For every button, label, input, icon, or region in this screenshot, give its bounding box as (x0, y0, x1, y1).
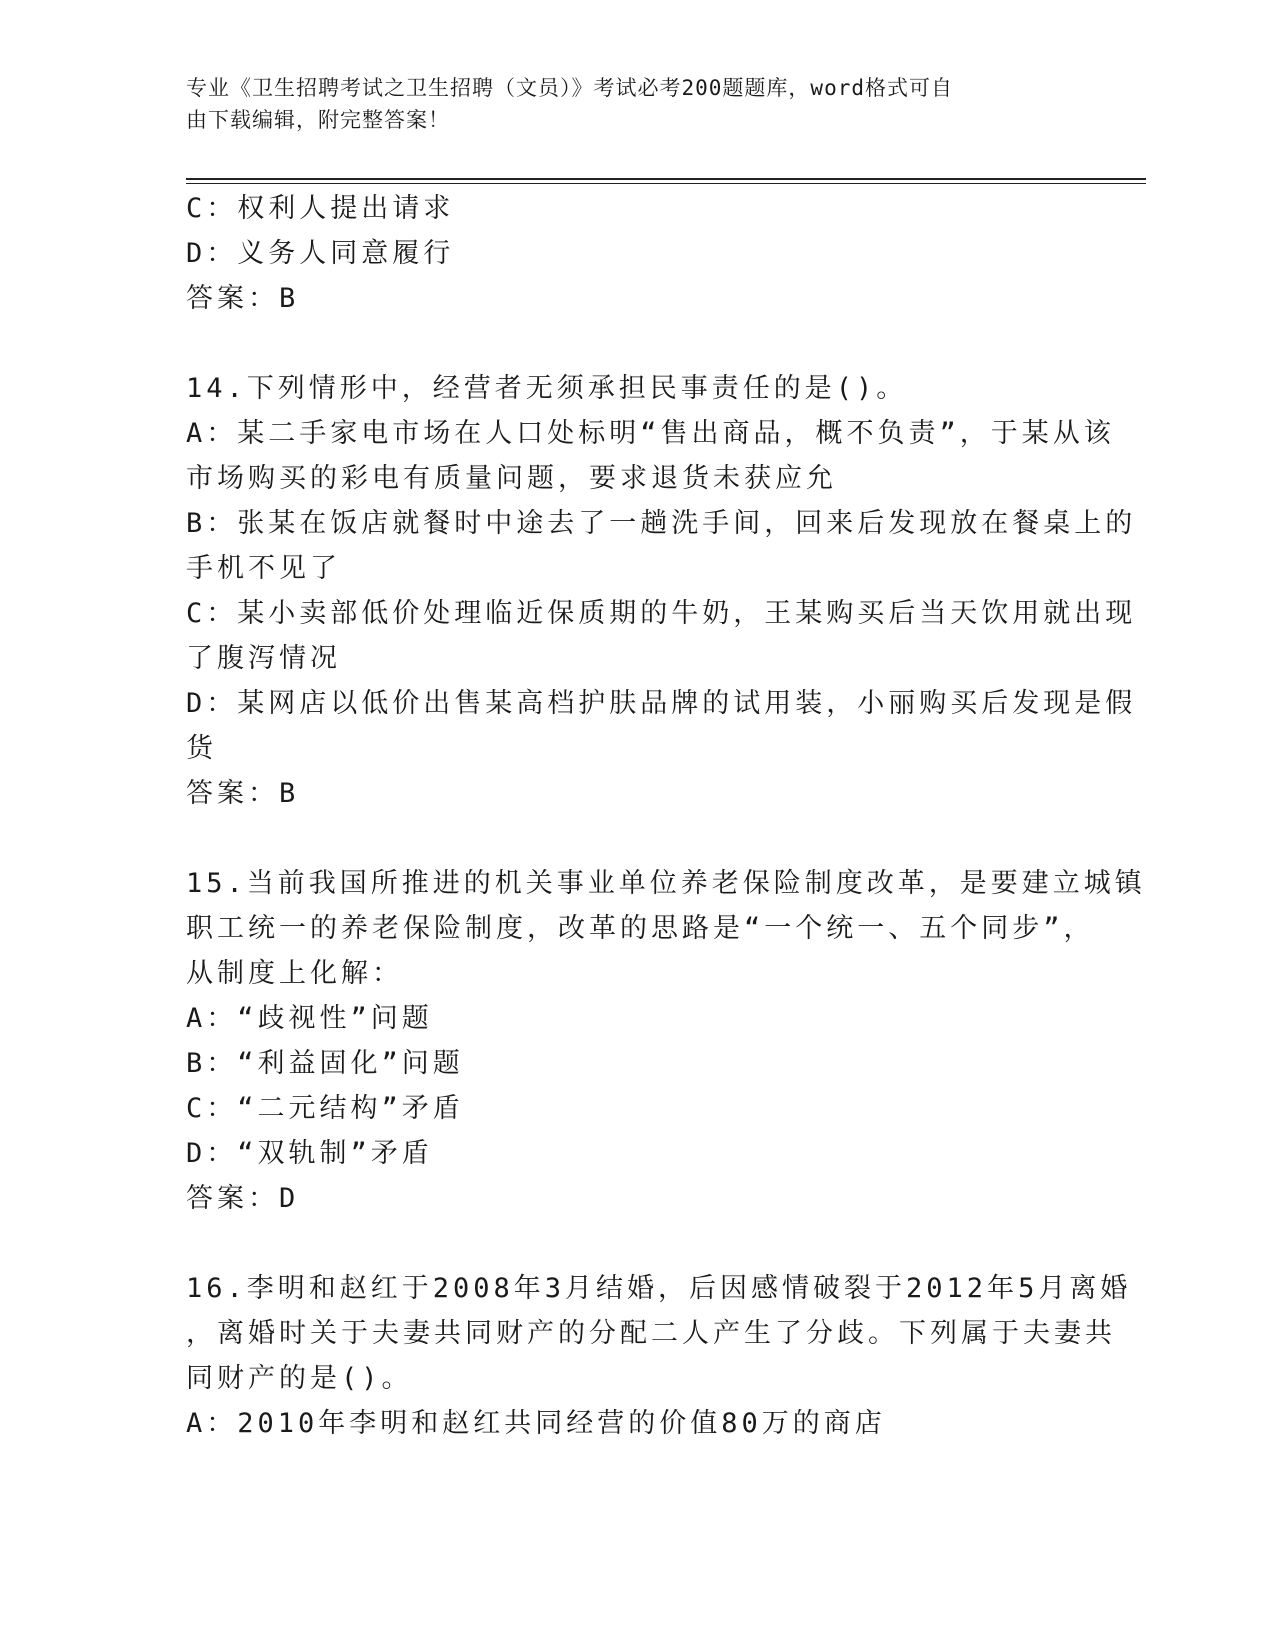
header-rule-thick (186, 178, 1146, 180)
header-line-1: 专业《卫生招聘考试之卫生招聘（文员）》考试必考200题题库，word格式可自 (186, 76, 953, 100)
question-14 (186, 366, 1137, 816)
option-c: C：某小卖部低价处理临近保质期的牛奶，王某购买后当天饮用就出现 (186, 598, 1137, 629)
option-b: B：“利益固化”问题 (186, 1048, 464, 1079)
question-stem: 16.李明和赵红于2008年3月结婚，后因感情破裂于2012年5月离婚 (186, 1273, 1132, 1304)
option-c: C：权利人提出请求 (186, 193, 455, 224)
option-b: B：张某在饭店就餐时中途去了一趟洗手间，回来后发现放在餐桌上的 (186, 508, 1137, 539)
spacer (186, 321, 1076, 366)
option-d: D：“双轨制”矛盾 (186, 1138, 433, 1169)
option-a: A：某二手家电市场在人口处标明“售出商品，概不负责”，于某从该 (186, 418, 1115, 449)
option-d: D：义务人同意履行 (186, 238, 455, 269)
question-stem-cont: 从制度上化解： (186, 958, 403, 989)
header-rule-thin (186, 183, 1146, 184)
answer: 答案：B (186, 778, 300, 809)
answer: 答案：B (186, 283, 300, 314)
question-13-tail (186, 186, 1076, 321)
option-d: D：某网店以低价出售某高档护肤品牌的试用装，小丽购买后发现是假 (186, 688, 1137, 719)
option-c-cont: 了腹泻情况 (186, 643, 341, 674)
question-stem-cont: 同财产的是()。 (186, 1363, 413, 1394)
option-b-cont: 手机不见了 (186, 553, 341, 584)
question-15 (186, 861, 1146, 1221)
answer: 答案：D (186, 1183, 300, 1214)
option-a: A：2010年李明和赵红共同经营的价值80万的商店 (186, 1408, 886, 1439)
document-header (186, 72, 1066, 136)
question-stem-cont: 职工统一的养老保险制度，改革的思路是“一个统一、五个同步”， (186, 913, 1095, 944)
spacer (186, 816, 1076, 861)
option-c: C：“二元结构”矛盾 (186, 1093, 464, 1124)
question-stem-cont: ，离婚时关于夫妻共同财产的分配二人产生了分歧。下列属于夫妻共 (186, 1318, 1116, 1349)
header-line-2: 由下载编辑，附完整答案！ (186, 108, 450, 132)
question-stem: 14.下列情形中，经营者无须承担民事责任的是()。 (186, 373, 908, 404)
spacer (186, 1221, 1076, 1266)
option-d-cont: 货 (186, 733, 217, 764)
question-content (186, 186, 1146, 1446)
option-a: A：“歧视性”问题 (186, 1003, 433, 1034)
question-stem: 15.当前我国所推进的机关事业单位养老保险制度改革，是要建立城镇 (186, 868, 1146, 899)
option-a-cont: 市场购买的彩电有质量问题，要求退货未获应允 (186, 463, 837, 494)
question-16 (186, 1266, 1132, 1446)
